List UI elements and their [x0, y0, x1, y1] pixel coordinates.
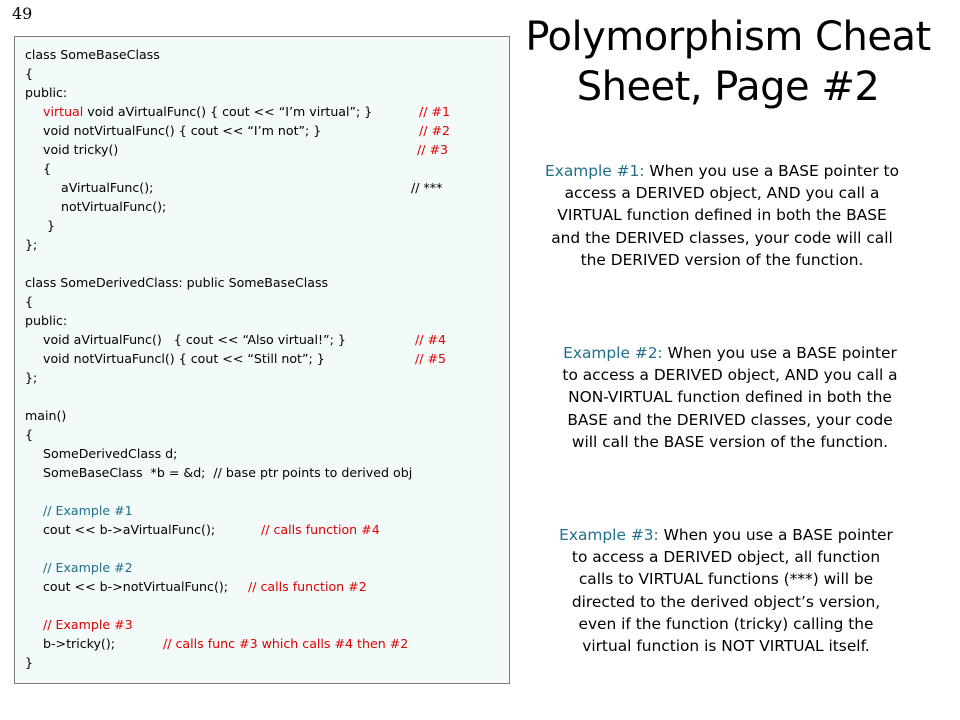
code-comment: // Example #1	[43, 503, 133, 518]
code-line: {	[25, 294, 34, 309]
code-line: void notVirtuaFuncl() { cout << “Still not”; }	[43, 351, 325, 366]
page-number: 49	[12, 4, 33, 23]
example-2-text: Example #2: When you use a BASE pointer to access a DERIVED object, AND you call a NON-VIRTUAL function defined in both the BASE and the DERIVED classes, your code will call the BASE version of the function.	[562, 344, 898, 451]
example-label: Example #3:	[559, 526, 659, 544]
code-comment: // #2	[419, 123, 451, 138]
code-line: cout << b->aVirtualFunc();	[43, 522, 216, 537]
code-comment: // Example #2	[43, 560, 133, 575]
code-line	[43, 104, 372, 120]
code-line: void aVirtualFunc() { cout << “Also virtual!”; }	[43, 332, 346, 347]
code-line: };	[25, 237, 38, 252]
code-line: public:	[25, 85, 68, 100]
code-comment: // Example #3	[43, 617, 133, 632]
code-line: aVirtualFunc();	[61, 180, 154, 195]
code-line: b->tricky();	[43, 636, 115, 651]
code-line: }	[25, 655, 34, 670]
code-line: cout << b->notVirtualFunc();	[43, 579, 229, 594]
code-comment: // #3	[417, 142, 449, 157]
code-line: void notVirtualFunc() { cout << “I’m not”; }	[43, 123, 322, 138]
page-title-line: Polymorphism Cheat	[525, 14, 931, 60]
code-line: main()	[25, 408, 67, 423]
code-line: };	[25, 370, 38, 385]
code-comment: // calls function #2	[248, 579, 367, 594]
code-comment: // calls func #3 which calls #4 then #2	[163, 636, 409, 651]
code-line: {	[25, 427, 34, 442]
code-comment: // #5	[415, 351, 447, 366]
example-3-text: Example #3: When you use a BASE pointer to access a DERIVED object, all function calls to VIRTUAL functions (***) will be directed to the derived object’s version, even if the function (tricky) calling the virtual function is NOT VIRTUAL itself.	[559, 526, 893, 656]
code-line: notVirtualFunc();	[61, 199, 167, 214]
code-text: void aVirtualFunc() { cout << “I’m virtual”; }	[83, 104, 373, 119]
code-line: void tricky()	[43, 142, 119, 157]
code-line: {	[43, 161, 52, 176]
code-line: {	[25, 66, 34, 81]
example-label: Example #2:	[563, 344, 663, 362]
code-line: class SomeDerivedClass: public SomeBaseClass	[25, 275, 329, 290]
code-line: }	[47, 218, 56, 233]
page-title-line: Sheet, Page #2	[576, 64, 880, 110]
code-listing	[14, 36, 510, 684]
code-line: public:	[25, 313, 68, 328]
code-comment: // calls function #4	[261, 522, 380, 537]
example-1-text: Example #1: When you use a BASE pointer to access a DERIVED object, AND you call a VIRTUAL function defined in both the BASE and the DERIVED classes, your code will call the DERIVED version of the function.	[544, 162, 900, 269]
code-comment: // #4	[415, 332, 447, 347]
example-label: Example #1:	[544, 162, 645, 180]
code-line: SomeDerivedClass d;	[43, 446, 178, 461]
page-title	[518, 12, 938, 112]
code-line: SomeBaseClass *b = &d; // base ptr points to derived obj	[43, 465, 413, 480]
keyword-virtual: virtual	[43, 104, 84, 119]
code-comment: // #1	[419, 104, 451, 119]
code-comment: // ***	[411, 180, 443, 195]
code-line: class SomeBaseClass	[25, 47, 160, 62]
